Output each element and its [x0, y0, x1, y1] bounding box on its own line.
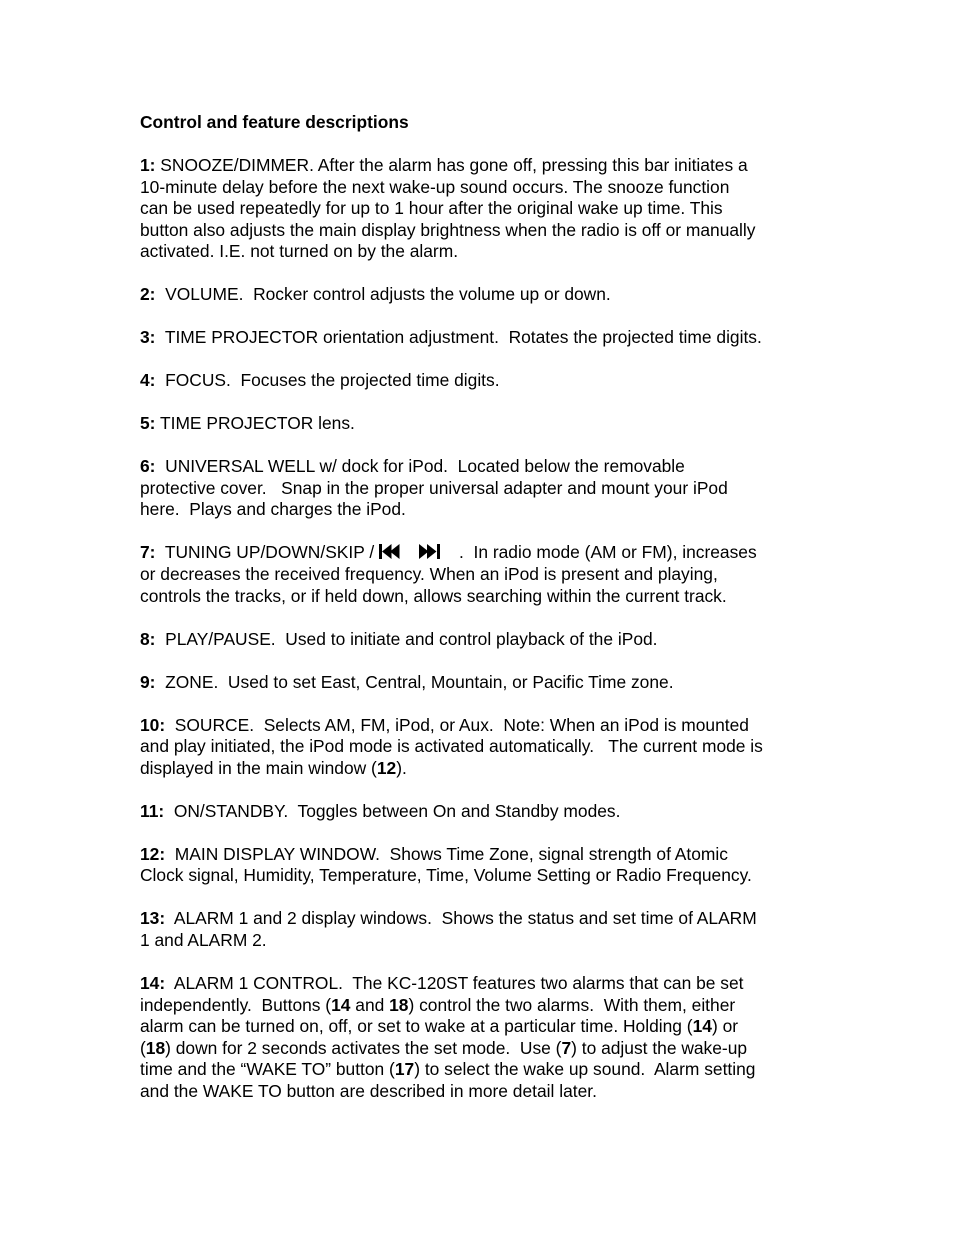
item-line: (18) down for 2 seconds activates the set mode. Use (7) to adjust the wake-up: [140, 1037, 748, 1058]
reference-number: 18: [145, 1037, 166, 1058]
item-line: time and the “WAKE TO” button (17) to select the wake up sound. Alarm setting: [140, 1059, 756, 1080]
item-number: 9:: [140, 671, 156, 692]
item-line: and the WAKE TO button are described in more detail later.: [140, 1080, 597, 1101]
reference-number: 17: [394, 1059, 415, 1080]
item-14: [140, 973, 820, 1103]
item-4: [140, 370, 820, 392]
item-number: 8:: [140, 628, 156, 649]
item-10: [140, 715, 820, 780]
reference-number: 14: [331, 994, 351, 1015]
item-line: or decreases the received frequency. When an iPod is present and playing,: [140, 564, 718, 585]
item-9: [140, 672, 820, 694]
item-line: activated. I.E. not turned on by the alarm.: [140, 241, 459, 262]
item-number: 11:: [140, 800, 165, 821]
item-line: 10: SOURCE. Selects AM, FM, iPod, or Aux. Note: When an iPod is mounted: [140, 714, 749, 735]
item-line: 6: UNIVERSAL WELL w/ dock for iPod. Located below the removable: [140, 456, 685, 477]
item-line: 1 and ALARM 2.: [140, 929, 267, 950]
item-line: 5: TIME PROJECTOR lens.: [140, 413, 355, 434]
item-line: 13: ALARM 1 and 2 display windows. Shows the status and set time of ALARM: [140, 908, 757, 929]
item-line: can be used repeatedly for up to 1 hour after the original wake up time. This: [140, 198, 723, 219]
item-1: [140, 155, 820, 263]
item-number: 4:: [140, 370, 156, 391]
item-11: [140, 801, 820, 823]
item-line: 2: VOLUME. Rocker control adjusts the volume up or down.: [140, 284, 611, 305]
item-number: 10:: [140, 714, 166, 735]
reference-number: 14: [692, 1016, 712, 1037]
item-line: 10-minute delay before the next wake-up sound occurs. The snooze function: [140, 176, 730, 197]
item-line: 9: ZONE. Used to set East, Central, Mountain, or Pacific Time zone.: [140, 671, 674, 692]
item-number: 3:: [140, 327, 156, 348]
item-13: [140, 908, 820, 951]
item-line: here. Plays and charges the iPod.: [140, 499, 406, 520]
reference-number: 18: [389, 994, 409, 1015]
item-6: [140, 456, 820, 521]
item-number: 14:: [140, 972, 166, 993]
item-line: 3: TIME PROJECTOR orientation adjustment. Rotates the projected time digits.: [140, 327, 762, 348]
item-line: controls the tracks, or if held down, allows searching within the current track.: [140, 585, 727, 606]
item-line: alarm can be turned on, off, or set to wake at a particular time. Holding (14) or: [140, 1016, 739, 1037]
item-number: 12:: [140, 843, 166, 864]
item-line: 8: PLAY/PAUSE. Used to initiate and control playback of the iPod.: [140, 628, 658, 649]
item-line: 12: MAIN DISPLAY WINDOW. Shows Time Zone, signal strength of Atomic: [140, 843, 728, 864]
item-line: 7: TUNING UP/DOWN/SKIP / . In radio mode (AM or FM), increases: [140, 542, 757, 563]
item-number: 1:: [140, 154, 156, 175]
item-line: button also adjusts the main display brightness when the radio is off or manually: [140, 219, 756, 240]
document-page: [140, 112, 820, 1124]
next-track-icon: [417, 542, 459, 564]
reference-number: 7: [561, 1037, 572, 1058]
item-line: 11: ON/STANDBY. Toggles between On and Standby modes.: [140, 800, 621, 821]
item-line: 14: ALARM 1 CONTROL. The KC-120ST features two alarms that can be set: [140, 972, 744, 993]
item-12: [140, 844, 820, 887]
previous-track-icon: [379, 542, 417, 564]
item-line: independently. Buttons (14 and 18) control the two alarms. With them, either: [140, 994, 736, 1015]
item-line: 4: FOCUS. Focuses the projected time digits.: [140, 370, 500, 391]
item-7: [140, 542, 820, 607]
item-number: 6:: [140, 456, 156, 477]
item-number: 2:: [140, 284, 156, 305]
page-heading: Control and feature descriptions: [140, 112, 409, 132]
reference-number: 12: [376, 757, 397, 778]
item-line: protective cover. Snap in the proper universal adapter and mount your iPod: [140, 477, 728, 498]
item-line: Clock signal, Humidity, Temperature, Time, Volume Setting or Radio Frequency.: [140, 865, 752, 886]
item-number: 7:: [140, 542, 156, 563]
item-2: [140, 284, 820, 306]
item-line: displayed in the main window (12).: [140, 757, 407, 778]
item-5: [140, 413, 820, 435]
item-number: 5:: [140, 413, 156, 434]
item-line: 1: SNOOZE/DIMMER. After the alarm has gone off, pressing this bar initiates a: [140, 154, 748, 175]
item-number: 13:: [140, 908, 166, 929]
item-line: and play initiated, the iPod mode is activated automatically. The current mode is: [140, 736, 763, 757]
item-3: [140, 327, 820, 349]
item-8: [140, 629, 820, 651]
